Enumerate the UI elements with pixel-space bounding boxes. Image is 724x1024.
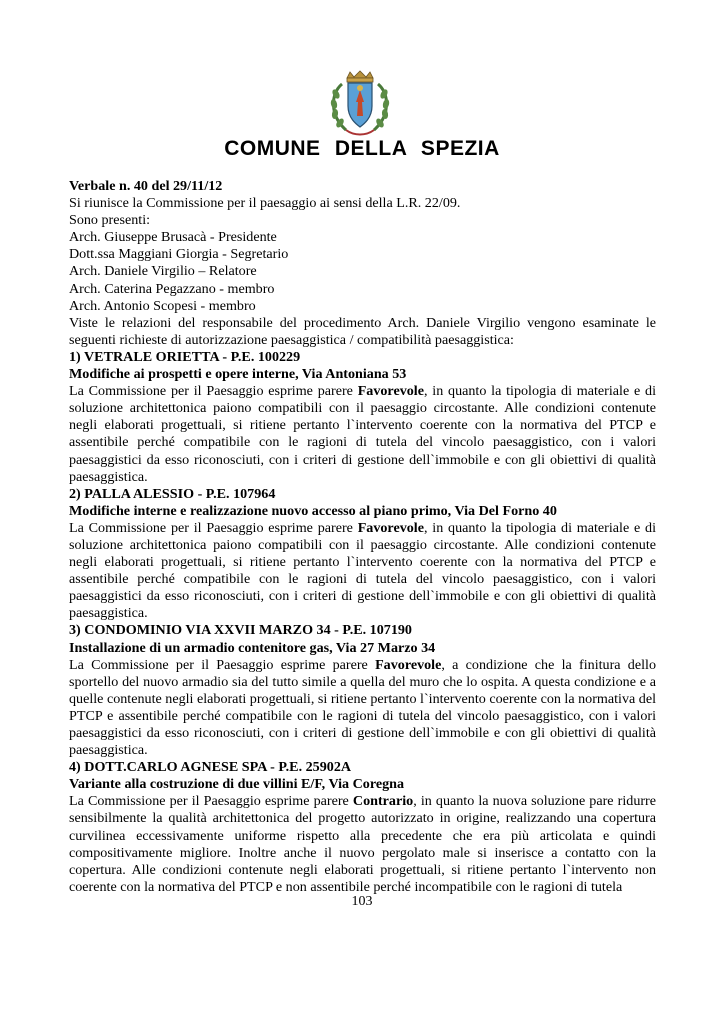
item-subheading: Modifiche ai prospetti e opere interne, Via Antoniana 53 [69, 366, 407, 383]
item-verdict: Favorevole [375, 656, 442, 673]
item-text: La Commissione per il Paesaggio esprime parere [69, 656, 376, 673]
item-text: , in quanto la tipologia di materiale e di soluzione architettonica paiono compatibili con il paesaggio circostante. Alle condizioni contenute negli elaborati progettuali, si ritiene pertanto l`intervento coerente con la normativa del PTCP e assentibile perché compatibile con le ragioni di tutela del vincolo paesaggistico, con i valori paesaggistici da esso riconosciuti, con i criteri di gestione dell`immobile e con gli obiettivi di qualità paesaggistica. [69, 383, 656, 485]
item-paragraph [69, 520, 656, 623]
intro-line: Si riunisce la Commissione per il paesaggio ai sensi della L.R. 22/09. [69, 195, 461, 212]
item-heading: 1) VETRALE ORIETTA - P.E. 100229 [69, 348, 301, 365]
minutes-body [69, 178, 656, 896]
item-verdict: Favorevole [357, 519, 424, 536]
item-paragraph [69, 383, 656, 486]
item-subheading: Installazione di un armadio contenitore gas, Via 27 Marzo 34 [69, 639, 436, 656]
item-heading: 2) PALLA ALESSIO - P.E. 107964 [69, 485, 276, 502]
page-number: 103 [351, 894, 373, 909]
document-title: COMUNE DELLA SPEZIA [224, 137, 500, 160]
verbale-heading: Verbale n. 40 del 29/11/12 [69, 178, 223, 194]
item-text: , in quanto la nuova soluzione pare ridurre sensibilmente la qualità architettonica del progetto autorizzato in origine, realizzando una copertura curvilinea eccessivamente uniforme rispetto alla precedente che era più articolata e quindi compositivamente migliore. Inoltre anche il nuovo pergolato male si inserisce a contatto con la copertura. Alle condizioni contenute negli elaborati progettuali, si ritiene pertanto l`intervento non coerente con la normativa del PTCP e non assentibile perché incompatibile con le ragioni di tutela [69, 793, 657, 895]
item-text: , a condizione che la finitura dello sportello del nuovo armadio sia del tutto simile a quella del muro che lo ospita. A questa condizione e a quelle contenute negli elaborati progettuali, si ritiene pertanto l`intervento coerente con la normativa del PTCP e assentibile perché compatibile con le ragioni di tutela del vincolo paesaggistico, con i valori paesaggistici da esso riconosciuti, con i criteri di gestione dell`immobile e con gli obiettivi di qualità paesaggistica. [69, 656, 657, 759]
item-text: , in quanto la tipologia di materiale e di soluzione architettonica paiono compatibili con il paesaggio circostante. Alle condizioni contenute negli elaborati progettuali, si ritiene pertanto l`intervento coerente con la normativa del PTCP e assentibile perché compatibile con le ragioni di tutela del vincolo paesaggistico, con i valori paesaggistici da esso riconosciuti, con i criteri di gestione dell`immobile e con gli obiettivi di qualità paesaggistica. [69, 519, 656, 622]
item-paragraph [69, 657, 656, 760]
member-line: Arch. Caterina Pegazzano - membro [69, 280, 275, 297]
member-line: Arch. Giuseppe Brusacà - Presidente [69, 229, 277, 246]
member-line: Arch. Daniele Virgilio – Relatore [69, 263, 257, 280]
item-text: La Commissione per il Paesaggio esprime parere [69, 383, 358, 400]
item-heading: 4) DOTT.CARLO AGNESE SPA - P.E. 25902A [69, 759, 352, 776]
item-verdict: Favorevole [357, 383, 424, 400]
item-text: La Commissione per il Paesaggio esprime parere [69, 519, 358, 536]
item-subheading: Modifiche interne e realizzazione nuovo accesso al piano primo, Via Del Forno 40 [69, 502, 557, 519]
member-line: Dott.ssa Maggiani Giorgia - Segretario [69, 246, 289, 263]
item-verdict: Contrario [352, 793, 414, 810]
coat-of-arms-icon [320, 70, 400, 140]
member-line: Arch. Antonio Scopesi - membro [69, 297, 256, 314]
item-subheading: Variante alla costruzione di due villini E/F, Via Coregna [69, 776, 405, 793]
intro-line: Sono presenti: [69, 212, 151, 229]
item-text: La Commissione per il Paesaggio esprime parere [69, 793, 353, 810]
item-paragraph [69, 793, 656, 896]
intro-paragraph: Viste le relazioni del responsabile del procedimento Arch. Daniele Virgilio vengono esaminate le seguenti richieste di autorizzazione paesaggistica / compatibilità paesaggistica: [69, 314, 656, 348]
item-heading: 3) CONDOMINIO VIA XXVII MARZO 34 - P.E. 107190 [69, 622, 412, 639]
